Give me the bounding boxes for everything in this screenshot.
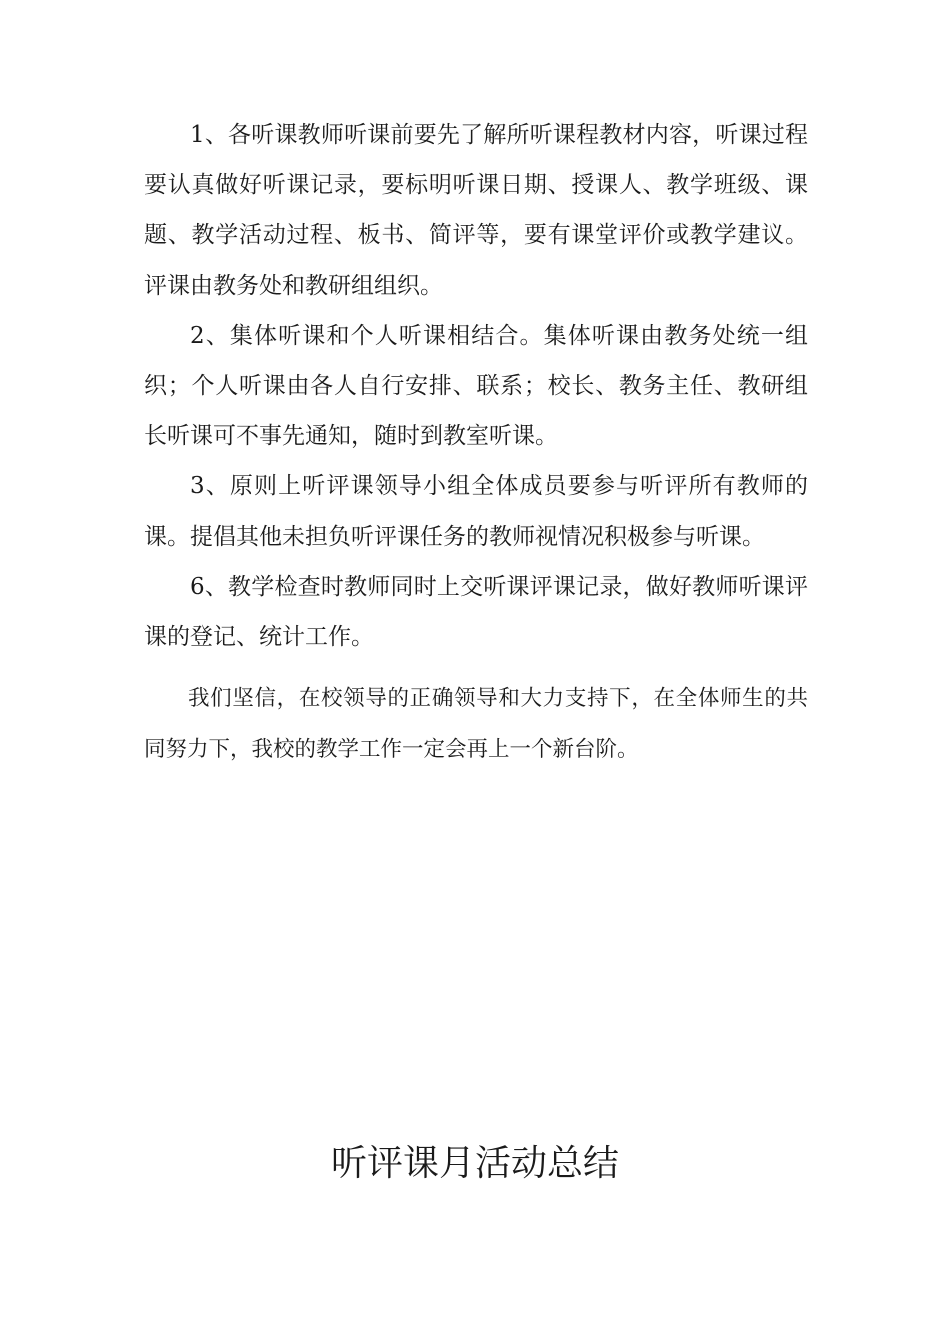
paragraph-item-1: 1、各听课教师听课前要先了解所听课程教材内容，听课过程要认真做好听课记录，要标明听课日期、授课人、教学班级、课题、教学活动过程、板书、简评等，要有课堂评价或教学建议。评课由教务处和教研组组织。 xyxy=(144,122,808,299)
paragraph-item-3: 3、原则上听评课领导小组全体成员要参与听评所有教师的课。提倡其他未担负听评课任务的教师视情况积极参与听课。 xyxy=(144,473,808,550)
closing-paragraph: 我们坚信，在校领导的正确领导和大力支持下，在全体师生的共同努力下，我校的教学工作一定会再上一个新台阶。 xyxy=(144,686,808,762)
document-body xyxy=(144,110,808,775)
paragraph-item-2: 2、集体听课和个人听课相结合。集体听课由教务处统一组织；个人听课由各人自行安排、联系；校长、教务主任、教研组长听课可不事先通知，随时到教室听课。 xyxy=(144,322,808,450)
paragraph-item-6: 6、教学检查时教师同时上交听课评课记录，做好教师听课评课的登记、统计工作。 xyxy=(144,573,808,651)
document-title: 听评课月活动总结 xyxy=(330,1143,619,1184)
